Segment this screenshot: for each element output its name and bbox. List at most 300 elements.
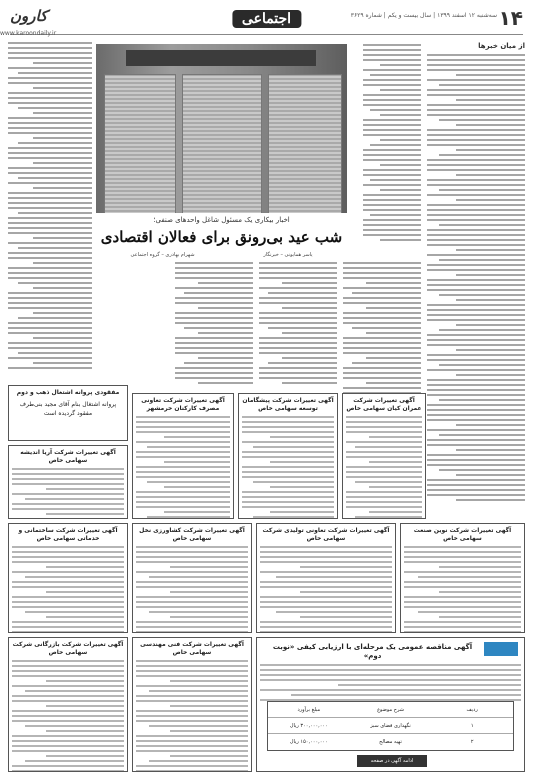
text-line [427,59,525,61]
text-line [175,337,253,339]
text-line [363,129,421,131]
text-line [352,292,421,294]
text-line [427,464,525,466]
text-line [259,297,337,299]
tender-more-button: ادامه آگهی در صفحه [357,755,427,767]
text-line [8,327,92,329]
text-line [136,501,230,503]
text-line [282,332,337,334]
text-line [343,312,421,314]
text-line [427,244,525,246]
text-line [369,511,422,513]
text-line [363,184,421,186]
text-line [369,436,422,438]
text-line [136,675,248,677]
text-line [380,89,421,91]
text-line [427,104,525,106]
text-line [259,372,337,374]
text-line [427,319,525,321]
text-line [198,382,253,384]
text-line [12,601,124,603]
text-line [276,576,392,578]
text-line [456,74,525,76]
text-line [363,169,421,171]
text-line [149,725,248,727]
text-line [242,491,334,493]
text-line [363,159,421,161]
text-line [8,77,92,79]
text-line [136,421,230,423]
text-line [25,760,124,762]
text-line [439,259,525,261]
text-line [363,174,421,176]
text-line [270,486,334,488]
table-row: ردیف شرح موضوع مبلغ برآورد [268,702,513,718]
text-line [427,159,525,161]
text-line [175,312,253,314]
text-line [175,322,253,324]
text-line [439,469,525,471]
text-line [33,362,92,364]
text-line [363,194,421,196]
text-line [427,234,525,236]
text-line [427,439,525,441]
text-line [404,621,521,623]
legal-ad [8,445,128,519]
text-line [259,367,337,369]
legal-ad [8,637,128,772]
text-line [300,616,392,618]
text-line [18,177,92,179]
text-line [136,770,248,772]
photo-caption: اخبار بیکاری یک مسئول شاغل واحدهای صنفی؛ [153,216,290,224]
text-line [427,459,525,461]
text-line [184,362,253,364]
text-line [369,461,422,463]
text-line [259,287,337,289]
text-line [259,272,337,274]
table-row: ۱ نگهداری فضای سبز ۳۰۰,۰۰۰,۰۰۰ ریال [268,718,513,734]
text-line [427,279,525,281]
text-line [366,307,421,309]
text-line [427,134,525,136]
text-line [427,454,525,456]
text-line [439,566,521,568]
text-line [343,297,421,299]
text-line [404,551,521,553]
text-line [427,314,525,316]
text-line [33,112,92,114]
text-line [8,277,92,279]
text-line [427,204,525,206]
text-line [439,591,521,593]
text-line [427,394,525,396]
text-line [300,566,392,568]
text-line [427,209,525,211]
text-line [33,287,92,289]
text-line [456,499,525,501]
text-line [270,461,334,463]
text-line [343,262,421,264]
text-line [259,337,337,339]
text-line [260,556,392,558]
text-line [439,294,525,296]
bylines [96,252,347,258]
text-line [343,267,421,269]
text-line [259,317,337,319]
text-line [12,503,124,505]
text-line [136,471,230,473]
text-line [352,327,421,329]
text-line [136,740,248,742]
text-line [175,272,253,274]
text-line [12,765,124,767]
text-line [363,49,421,51]
text-line [242,416,334,418]
text-line [346,421,422,423]
text-line [260,561,392,563]
text-line [198,357,253,359]
text-line [427,289,525,291]
text-line [8,322,92,324]
text-line [8,182,92,184]
text-line [8,197,92,199]
text-line [242,501,334,503]
text-line [282,357,337,359]
text-line [8,267,92,269]
text-line [175,262,253,264]
text-line [12,561,124,563]
text-line [260,631,392,633]
text-line [427,304,525,306]
text-line [136,596,248,598]
closed-shutter [182,74,262,213]
text-line [12,596,124,598]
text-line [260,601,392,603]
text-line [456,149,525,151]
text-line [427,479,525,481]
text-line [282,307,337,309]
text-line [427,194,525,196]
text-line [260,586,392,588]
text-line [164,461,230,463]
text-line [136,431,230,433]
article-headline: شب عید بی‌رونق برای فعالان اقتصادی [100,228,343,246]
text-line [404,586,521,588]
text-line [253,446,334,448]
text-line [8,332,92,334]
text-line [268,362,337,364]
text-line [343,352,421,354]
text-line [369,486,422,488]
text-line [175,367,253,369]
ad-title: آگهی تغییرات شرکت ساختمانی و خدماتی سهامی خاص [18,527,118,542]
text-line [149,611,248,613]
text-line [12,740,124,742]
text-line [12,546,124,548]
text-line [8,152,92,154]
text-line [370,144,421,146]
text-line [427,284,525,286]
text-line [427,219,525,221]
text-line [12,675,124,677]
text-line [404,581,521,583]
text-line [343,272,421,274]
text-line [363,59,421,61]
text-line [427,54,525,56]
text-line [46,755,124,757]
text-line [343,287,421,289]
text-line [12,473,124,475]
tender-table [267,701,514,751]
text-line [260,669,521,671]
text-line [260,689,521,691]
text-line [136,556,248,558]
text-line [184,327,253,329]
text-line [456,299,525,301]
text-line [8,257,92,259]
ad-title: آگهی تغییرات شرکت عمران کیان سهامی خاص [346,397,422,412]
text-line [363,104,421,106]
text-line [300,591,392,593]
ad-title: آگهی تغییرات شرکت فنی مهندسی سهامی خاص [140,641,244,656]
text-line [18,212,92,214]
text-line [8,292,92,294]
article-column-top [363,44,421,256]
text-line [282,282,337,284]
text-line [12,745,124,747]
sidebar-column [427,42,525,514]
text-line [12,626,124,628]
text-line [136,606,248,608]
text-line [8,132,92,134]
text-line [136,546,248,548]
text-line [363,99,421,101]
ad-title: آگهی تغییرات شرکت آریا اندیشه سهامی خاص [20,449,116,464]
text-line [8,232,92,234]
text-line [136,700,248,702]
text-line [170,730,248,732]
text-line [242,441,334,443]
text-line [136,765,248,767]
text-line [427,109,525,111]
text-line [8,367,92,369]
page-header [10,6,523,35]
legal-ad [132,637,252,772]
text-line [346,491,422,493]
text-line [282,382,337,384]
sidebar-title: از میان خبرها [478,42,525,50]
text-line [8,157,92,159]
text-line [343,277,421,279]
text-line [456,349,525,351]
text-line [355,516,422,518]
text-line [8,167,92,169]
text-line [346,451,422,453]
text-line [46,730,124,732]
text-line [8,102,92,104]
text-line [12,606,124,608]
text-line [25,498,124,500]
text-line [418,576,521,578]
text-line [8,122,92,124]
text-line [8,117,92,119]
text-line [259,352,337,354]
page-number: ۱۴ [498,6,523,30]
text-line [346,496,422,498]
text-line [363,124,421,126]
text-line [242,421,334,423]
text-line [136,496,230,498]
text-line [343,387,421,389]
text-line [363,79,421,81]
text-line [12,695,124,697]
website-url: www.karoondaily.ir [0,30,57,37]
text-line [456,374,525,376]
ad-title: آگهی تغییرات شرکت بازرگانی شرکت سهامی خاص [12,641,124,656]
text-line [8,207,92,209]
text-line [427,269,525,271]
text-line [175,277,253,279]
text-line [366,332,421,334]
text-line [18,142,92,144]
text-line [175,302,253,304]
text-line [346,426,422,428]
article-column-3 [175,262,253,390]
loss-notice-title: مفقودی پروانه اشتغال ذهب و دوم [16,389,120,396]
text-line [355,446,422,448]
text-line [427,309,525,311]
text-line [18,107,92,109]
text-line [8,302,92,304]
text-line [439,399,525,401]
text-line [260,571,392,573]
text-line [427,169,525,171]
text-line [8,342,92,344]
text-line [427,139,525,141]
text-line [259,377,337,379]
text-line [427,359,525,361]
text-line [25,690,124,692]
text-line [136,491,230,493]
text-line [242,431,334,433]
sidebar-text [427,54,525,501]
text-line [268,327,337,329]
text-line [427,179,525,181]
text-line [366,382,421,384]
text-line [259,347,337,349]
text-line [12,468,124,470]
text-line [8,92,92,94]
text-line [164,511,230,513]
text-line [346,466,422,468]
text-line [346,506,422,508]
text-line [427,184,525,186]
text-line [260,679,521,681]
text-line [346,431,422,433]
text-line [427,494,525,496]
text-line [253,516,334,518]
text-line [427,409,525,411]
text-line [33,62,92,64]
text-line [147,516,230,518]
text-line [439,329,525,331]
text-line [363,94,421,96]
text-line [427,489,525,491]
closed-shutter [268,74,342,213]
text-line [8,172,92,174]
text-line [8,42,92,44]
text-line [427,429,525,431]
text-line [136,750,248,752]
shop-sign [126,50,316,66]
text-line [8,67,92,69]
text-line [8,307,92,309]
text-line [439,189,525,191]
text-line [8,347,92,349]
text-line [147,481,230,483]
text-line [12,556,124,558]
text-line [8,127,92,129]
text-line [260,581,392,583]
text-line [276,611,392,613]
text-line [338,684,521,686]
text-line [8,97,92,99]
text-line [242,506,334,508]
text-line [439,364,525,366]
text-line [427,214,525,216]
text-line [175,352,253,354]
text-line [12,621,124,623]
text-line [136,665,248,667]
text-line [259,312,337,314]
text-line [456,199,525,201]
text-line [427,164,525,166]
legal-ad [132,523,252,633]
text-line [260,551,392,553]
text-line [170,755,248,757]
text-line [363,209,421,211]
text-line [136,715,248,717]
text-line [343,317,421,319]
text-line [8,82,92,84]
text-line [136,670,248,672]
text-line [418,611,521,613]
text-line [380,189,421,191]
text-line [18,317,92,319]
text-line [136,551,248,553]
legal-ad [256,523,396,633]
text-line [363,134,421,136]
text-line [8,217,92,219]
text-line [12,518,124,519]
text-line [175,372,253,374]
text-line [12,720,124,722]
text-line [439,224,525,226]
text-line [427,404,525,406]
text-line [136,456,230,458]
text-line [33,187,92,189]
tender-ad [256,637,525,772]
text-line [404,571,521,573]
text-line [175,377,253,379]
text-line [25,611,124,613]
ad-title: آگهی تغییرات شرکت تعاونی مصرف کارکنان خرمشهر [141,397,225,412]
text-line [33,87,92,89]
loss-notice-body: پروانه اشتغال بنام آقای مجید بنی‌طرف مفقود گردیده است [19,401,117,417]
text-line [12,581,124,583]
text-line [12,551,124,553]
